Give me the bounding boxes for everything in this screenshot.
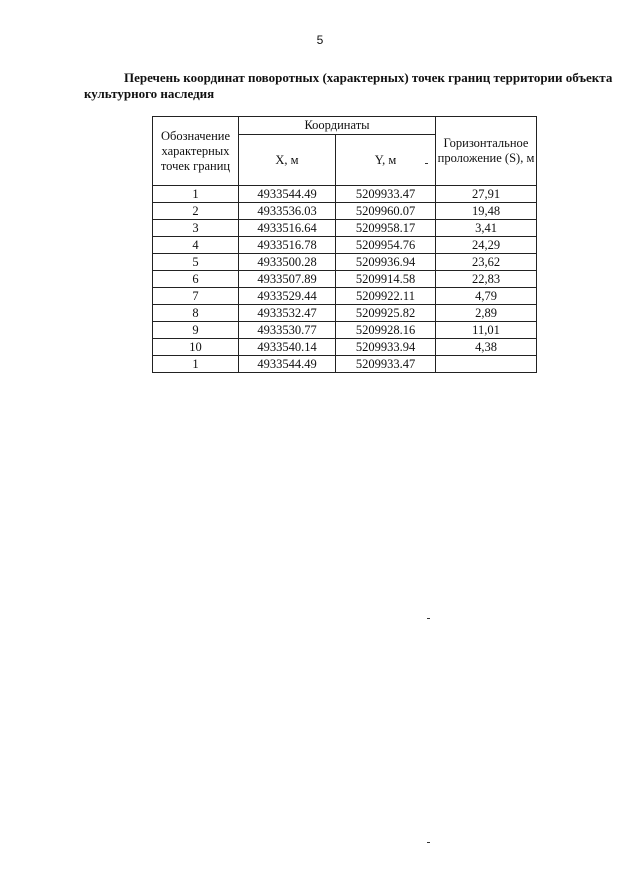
cell-distance: 27,91 — [436, 186, 537, 203]
table-row — [153, 271, 537, 288]
coordinates-table — [152, 116, 537, 373]
cell-y: 5209933.47 — [336, 356, 436, 373]
cell-y: 5209933.94 — [336, 339, 436, 356]
cell-x: 4933532.47 — [239, 305, 336, 322]
cell-point: 9 — [153, 322, 239, 339]
cell-y: 5209928.16 — [336, 322, 436, 339]
cell-distance: 24,29 — [436, 237, 537, 254]
table-row — [153, 203, 537, 220]
header-y: Y, м — [336, 135, 436, 186]
cell-point: 7 — [153, 288, 239, 305]
cell-y: 5209914.58 — [336, 271, 436, 288]
cell-y: 5209925.82 — [336, 305, 436, 322]
cell-point: 2 — [153, 203, 239, 220]
table-row — [153, 186, 537, 203]
header-point-designation: Обозначение характерных точек границ — [153, 117, 239, 186]
cell-distance: 11,01 — [436, 322, 537, 339]
cell-point: 8 — [153, 305, 239, 322]
cell-x: 4933544.49 — [239, 186, 336, 203]
cell-y: 5209958.17 — [336, 220, 436, 237]
cell-point: 5 — [153, 254, 239, 271]
table-row — [153, 339, 537, 356]
cell-x: 4933544.49 — [239, 356, 336, 373]
table-row — [153, 356, 537, 373]
cell-y: 5209933.47 — [336, 186, 436, 203]
header-x: X, м — [239, 135, 336, 186]
cell-x: 4933500.28 — [239, 254, 336, 271]
scan-speck — [425, 163, 428, 164]
cell-point: 3 — [153, 220, 239, 237]
document-title: Перечень координат поворотных (характерных) точек границ территории объекта культурного наследия — [84, 70, 613, 101]
cell-x: 4933507.89 — [239, 271, 336, 288]
cell-x: 4933530.77 — [239, 322, 336, 339]
cell-distance: 4,38 — [436, 339, 537, 356]
cell-x: 4933516.64 — [239, 220, 336, 237]
cell-point: 4 — [153, 237, 239, 254]
cell-distance — [436, 356, 537, 373]
cell-point: 1 — [153, 356, 239, 373]
cell-distance: 4,79 — [436, 288, 537, 305]
table-row — [153, 322, 537, 339]
table-row — [153, 254, 537, 271]
cell-y: 5209922.11 — [336, 288, 436, 305]
cell-distance: 22,83 — [436, 271, 537, 288]
cell-distance: 19,48 — [436, 203, 537, 220]
table-header — [153, 117, 537, 186]
page-number: 5 — [316, 33, 324, 47]
scan-speck — [427, 842, 430, 843]
scan-speck — [427, 618, 430, 619]
cell-point: 10 — [153, 339, 239, 356]
header-coordinates: Координаты — [239, 117, 436, 135]
table-row — [153, 305, 537, 322]
table-body — [153, 186, 537, 373]
table-row — [153, 220, 537, 237]
cell-y: 5209936.94 — [336, 254, 436, 271]
cell-x: 4933529.44 — [239, 288, 336, 305]
cell-point: 6 — [153, 271, 239, 288]
cell-x: 4933536.03 — [239, 203, 336, 220]
cell-x: 4933516.78 — [239, 237, 336, 254]
cell-y: 5209954.76 — [336, 237, 436, 254]
cell-x: 4933540.14 — [239, 339, 336, 356]
cell-distance: 3,41 — [436, 220, 537, 237]
cell-distance: 23,62 — [436, 254, 537, 271]
header-horizontal-distance: Горизонтальное проложение (S), м — [436, 117, 537, 186]
table-row — [153, 288, 537, 305]
cell-point: 1 — [153, 186, 239, 203]
cell-y: 5209960.07 — [336, 203, 436, 220]
table-row — [153, 237, 537, 254]
cell-distance: 2,89 — [436, 305, 537, 322]
